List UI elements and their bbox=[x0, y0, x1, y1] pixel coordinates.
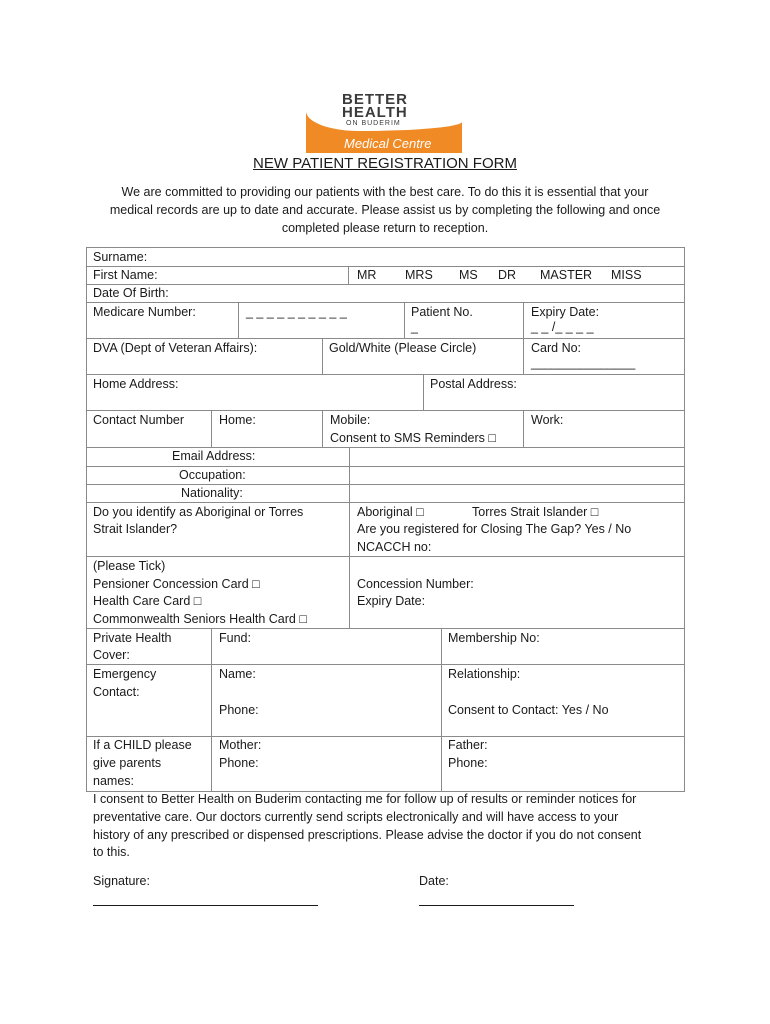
home-address-label: Home Address: bbox=[93, 377, 179, 391]
private-health-label-1: Private Health bbox=[93, 631, 172, 645]
identify-question-line-2: Strait Islander? bbox=[93, 522, 178, 536]
medicare-number-field[interactable]: _ _ _ _ _ _ _ _ _ _ bbox=[246, 305, 347, 319]
title-option-master[interactable]: MASTER bbox=[540, 268, 593, 282]
dva-label: DVA (Dept of Veteran Affairs): bbox=[93, 341, 258, 355]
title-option-ms[interactable]: MS bbox=[459, 268, 478, 282]
email-label: Email Address: bbox=[172, 449, 256, 463]
private-health-label-2: Cover: bbox=[93, 648, 130, 662]
intro-line-1: We are committed to providing our patients with the best care. To do this it is essential that your bbox=[121, 185, 649, 199]
contact-number-label: Contact Number bbox=[93, 413, 185, 427]
consent-line-4: to this. bbox=[93, 845, 130, 859]
medicare-label: Medicare Number: bbox=[93, 305, 196, 319]
concession-number-label: Concession Number: bbox=[357, 577, 474, 591]
intro-line-2: medical records are up to date and accurate. Please assist us by completing the following and once bbox=[109, 203, 661, 217]
occupation-label: Occupation: bbox=[179, 468, 246, 482]
seniors-card-checkbox[interactable]: Commonwealth Seniors Health Card □ bbox=[93, 612, 307, 626]
title-option-mrs[interactable]: MRS bbox=[405, 268, 433, 282]
health-care-card-checkbox[interactable]: Health Care Card □ bbox=[93, 594, 202, 608]
mother-phone-label: Phone: bbox=[219, 756, 259, 770]
postal-address-label: Postal Address: bbox=[430, 377, 517, 391]
gold-white-label: Gold/White (Please Circle) bbox=[329, 341, 477, 355]
card-no-field[interactable]: _______________ bbox=[531, 356, 636, 370]
emergency-phone-label: Phone: bbox=[219, 703, 259, 717]
closing-gap-question[interactable]: Are you registered for Closing The Gap? Yes / No bbox=[357, 522, 632, 536]
aboriginal-checkbox[interactable]: Aboriginal □ bbox=[357, 505, 424, 519]
father-phone-label: Phone: bbox=[448, 756, 488, 770]
identify-question-line-1: Do you identify as Aboriginal or Torres bbox=[93, 505, 304, 519]
logo-line-1: BETTER bbox=[342, 91, 408, 108]
pensioner-card-checkbox[interactable]: Pensioner Concession Card □ bbox=[93, 577, 260, 591]
date-line[interactable] bbox=[419, 905, 574, 906]
mobile-label: Mobile: bbox=[330, 413, 371, 427]
nationality-label: Nationality: bbox=[181, 486, 243, 500]
title-option-mr[interactable]: MR bbox=[357, 268, 377, 282]
signature-label: Signature: bbox=[93, 874, 150, 888]
sms-consent-checkbox[interactable]: Consent to SMS Reminders □ bbox=[330, 431, 496, 445]
torres-strait-checkbox[interactable]: Torres Strait Islander □ bbox=[472, 505, 599, 519]
dob-label: Date Of Birth: bbox=[93, 286, 169, 300]
patient-no-label: Patient No. bbox=[411, 305, 473, 319]
please-tick-label: (Please Tick) bbox=[93, 559, 166, 573]
logo-line-4: Medical Centre bbox=[344, 136, 432, 151]
surname-label: Surname: bbox=[93, 250, 148, 264]
emergency-label-1: Emergency bbox=[93, 667, 157, 681]
page-title: NEW PATIENT REGISTRATION FORM bbox=[253, 155, 517, 172]
clinic-logo bbox=[306, 87, 462, 153]
relationship-label: Relationship: bbox=[448, 667, 521, 681]
concession-expiry-label: Expiry Date: bbox=[357, 594, 426, 608]
work-phone-label: Work: bbox=[531, 413, 564, 427]
home-phone-label: Home: bbox=[219, 413, 256, 427]
logo-line-2: HEALTH bbox=[342, 104, 408, 121]
expiry-field[interactable]: _ _ /_ _ _ _ bbox=[531, 320, 594, 334]
signature-line[interactable] bbox=[93, 905, 318, 906]
card-no-label: Card No: bbox=[531, 341, 582, 355]
emergency-label-2: Contact: bbox=[93, 685, 140, 699]
patient-no-field[interactable]: _ bbox=[411, 320, 418, 334]
consent-to-contact[interactable]: Consent to Contact: Yes / No bbox=[448, 703, 609, 717]
child-label-3: names: bbox=[93, 774, 134, 788]
father-label: Father: bbox=[448, 738, 488, 752]
child-label-1: If a CHILD please bbox=[93, 738, 192, 752]
consent-line-1: I consent to Better Health on Buderim contacting me for follow up of results or reminder notices for bbox=[93, 792, 637, 806]
ncacch-label: NCACCH no: bbox=[357, 540, 432, 554]
expiry-label: Expiry Date: bbox=[531, 305, 600, 319]
mother-label: Mother: bbox=[219, 738, 262, 752]
logo-line-3: ON BUDERIM bbox=[346, 120, 401, 127]
title-option-dr[interactable]: DR bbox=[498, 268, 517, 282]
first-name-label: First Name: bbox=[93, 268, 158, 282]
child-label-2: give parents bbox=[93, 756, 162, 770]
fund-label: Fund: bbox=[219, 631, 251, 645]
consent-line-3: history of any prescribed or dispensed prescriptions. Please advise the doctor if you do not consent bbox=[93, 828, 642, 842]
emergency-name-label: Name: bbox=[219, 667, 256, 681]
intro-line-3: completed please return to reception. bbox=[281, 221, 489, 235]
title-option-miss[interactable]: MISS bbox=[611, 268, 642, 282]
date-label: Date: bbox=[419, 874, 449, 888]
membership-label: Membership No: bbox=[448, 631, 540, 645]
consent-line-2: preventative care. Our doctors currently send scripts electronically and will have access to your bbox=[93, 810, 619, 824]
